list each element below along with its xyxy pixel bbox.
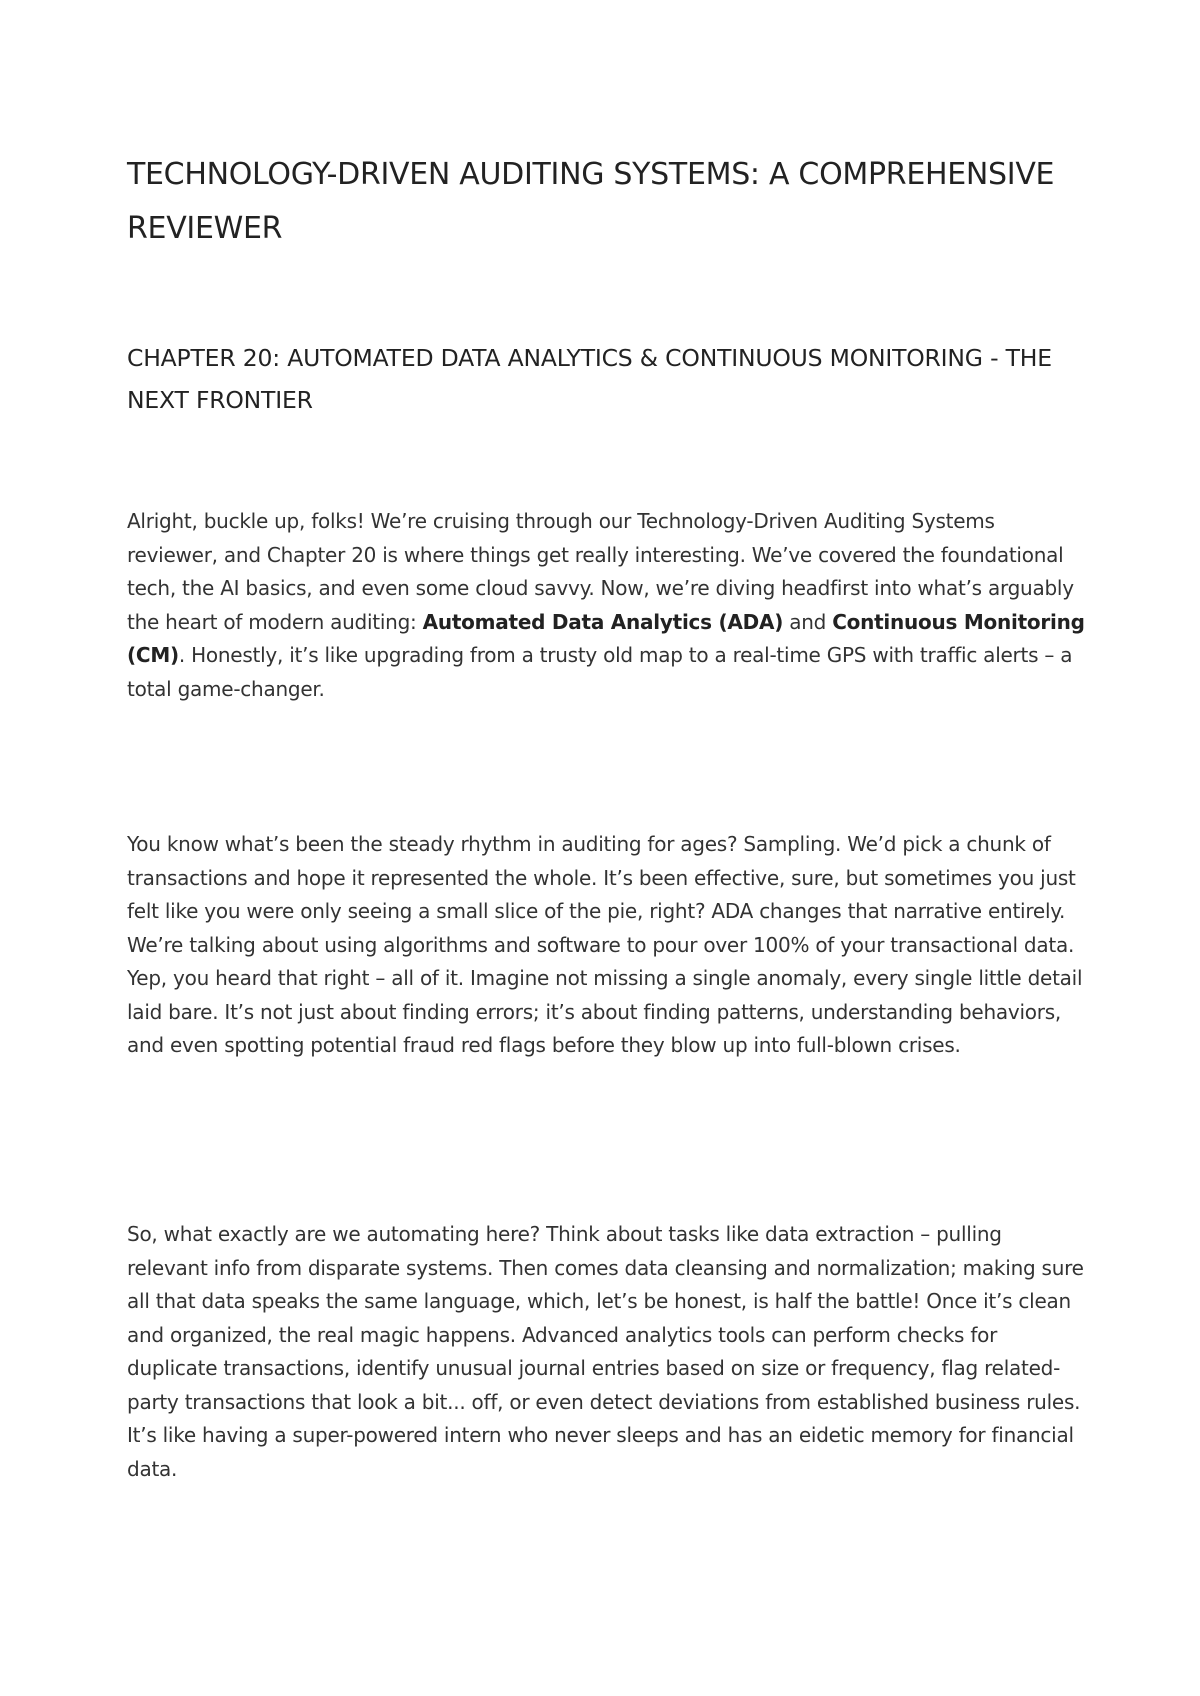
term-continuous-monitoring: Continuous Monitoring (CM) [127,609,1085,667]
paragraph-automation-tasks: So, what exactly are we automating here? Think about tasks like data extraction – pulling relevant info from disparate systems. Then comes data cleansing and normalization; making sure all that data speaks the same language, which, let’s be honest, is half the battle! Once it’s clean and organized, the real magic happens. Advanced analytics tools can perform checks for duplicate transactions, identify unusual journal entries based on size or frequency, flag related-party transactions that look a bit... off, or even detect deviations from established business rules. It’s like having a super-powered intern who never sleeps and has an eidetic memory for financial data. [127,1222,1084,1481]
term-automated-data-analytics: Automated Data Analytics (ADA) [422,609,784,634]
paragraph-sampling: You know what’s been the steady rhythm in auditing for ages? Sampling. We’d pick a chunk of transactions and hope it represented the whole. It’s been effective, sure, but sometimes you just felt like you were only seeing a small slice of the pie, right? ADA changes that narrative entirely. We’re talking about using algorithms and software to pour over 100% of your transactional data. Yep, you heard that right – all of it. Imagine not missing a single anomaly, every single little detail laid bare. It’s not just about finding errors; it’s about finding patterns, understanding behaviors, and even spotting potential fraud red flags before they blow up into full-blown crises. [127,832,1083,1057]
paragraph-intro-outro: . Honestly, it’s like upgrading from a trusty old map to a real-time GPS with traffic alerts – a total game-changer. [127,643,1073,701]
chapter-heading: CHAPTER 20: AUTOMATED DATA ANALYTICS & CONTINUOUS MONITORING - THE NEXT FRONTIER [127,344,1052,414]
document-title: TECHNOLOGY-DRIVEN AUDITING SYSTEMS: A COMPREHENSIVE REVIEWER [127,157,1055,246]
paragraph-intro-conjunction: and [783,609,833,634]
paragraph-intro-text: Alright, buckle up, folks! We’re cruising through our Technology-Driven Auditing Systems reviewer, and Chapter 20 is where things get really interesting. We’ve covered the foundational tech, the AI basics, and even some cloud savvy. Now, we’re diving headfirst into what’s arguably the heart of modern auditing: [127,509,1074,634]
paragraph-intro [127,505,1087,706]
